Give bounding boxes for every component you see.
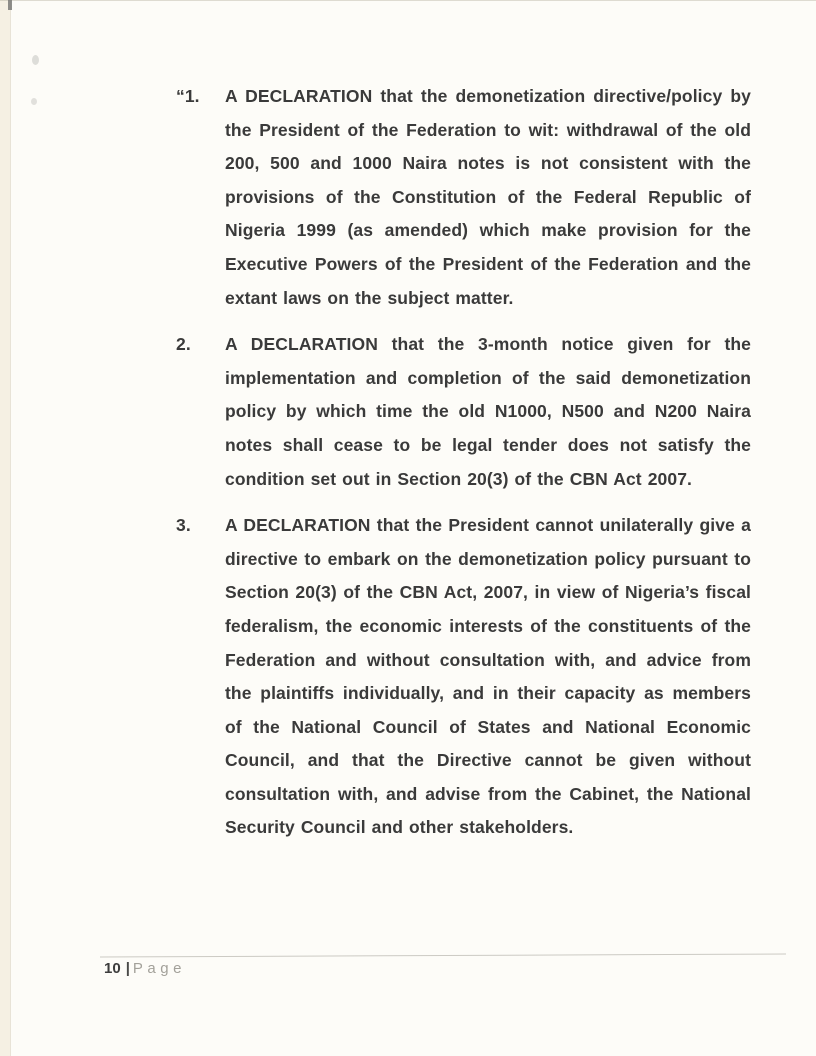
declaration-item-2 [176,328,751,496]
page-number: 10 [104,960,121,977]
list-number: “1. [176,86,200,106]
declaration-text: A DECLARATION that the demonetization directive/policy by the President of the Federation to wit: withdrawal of the old 200, 500 and 1000 Naira notes is not consistent with the provisions of the Constitution of the Federal Republic of Nigeria 1999 (as amended) which make provision for the Executive Powers of the President of the Federation and the extant laws on the subject matter. [225,86,751,308]
declaration-item-3 [176,509,751,845]
declaration-text: A DECLARATION that the President cannot unilaterally give a directive to embark on the demonetization policy pursuant to Section 20(3) of the CBN Act, 2007, in view of Nigeria’s fiscal federalism, the economic interests of the constituents of the Federation and without consultation with, and advice from the plaintiffs individually, and in their capacity as members of the National Council of States and National Economic Council, and that the Directive cannot be given without consultation with, and advise from the Cabinet, the National Security Council and other stakeholders. [225,515,751,838]
list-number: 2. [176,334,191,355]
scan-edge-strip [0,0,11,1056]
scan-speck [31,98,37,105]
scan-speck [32,55,39,65]
scan-mark-icon [8,0,12,10]
footer-page-label: Page [132,960,186,977]
page-footer [104,960,186,977]
document-body [176,80,751,858]
declaration-text: A DECLARATION that the 3-month notice given for the implementation and completion of the said demonetization policy by which time the old N1000, N500 and N200 Naira notes shall cease to be legal tender does not satisfy the condition set out in Section 20(3) of the CBN Act 2007. [225,334,751,489]
declaration-item-1 [176,80,751,315]
scan-top-hairline [0,0,816,1]
list-number: 3. [176,515,191,536]
footer-separator: | [125,960,130,977]
footer-divider [100,954,786,958]
